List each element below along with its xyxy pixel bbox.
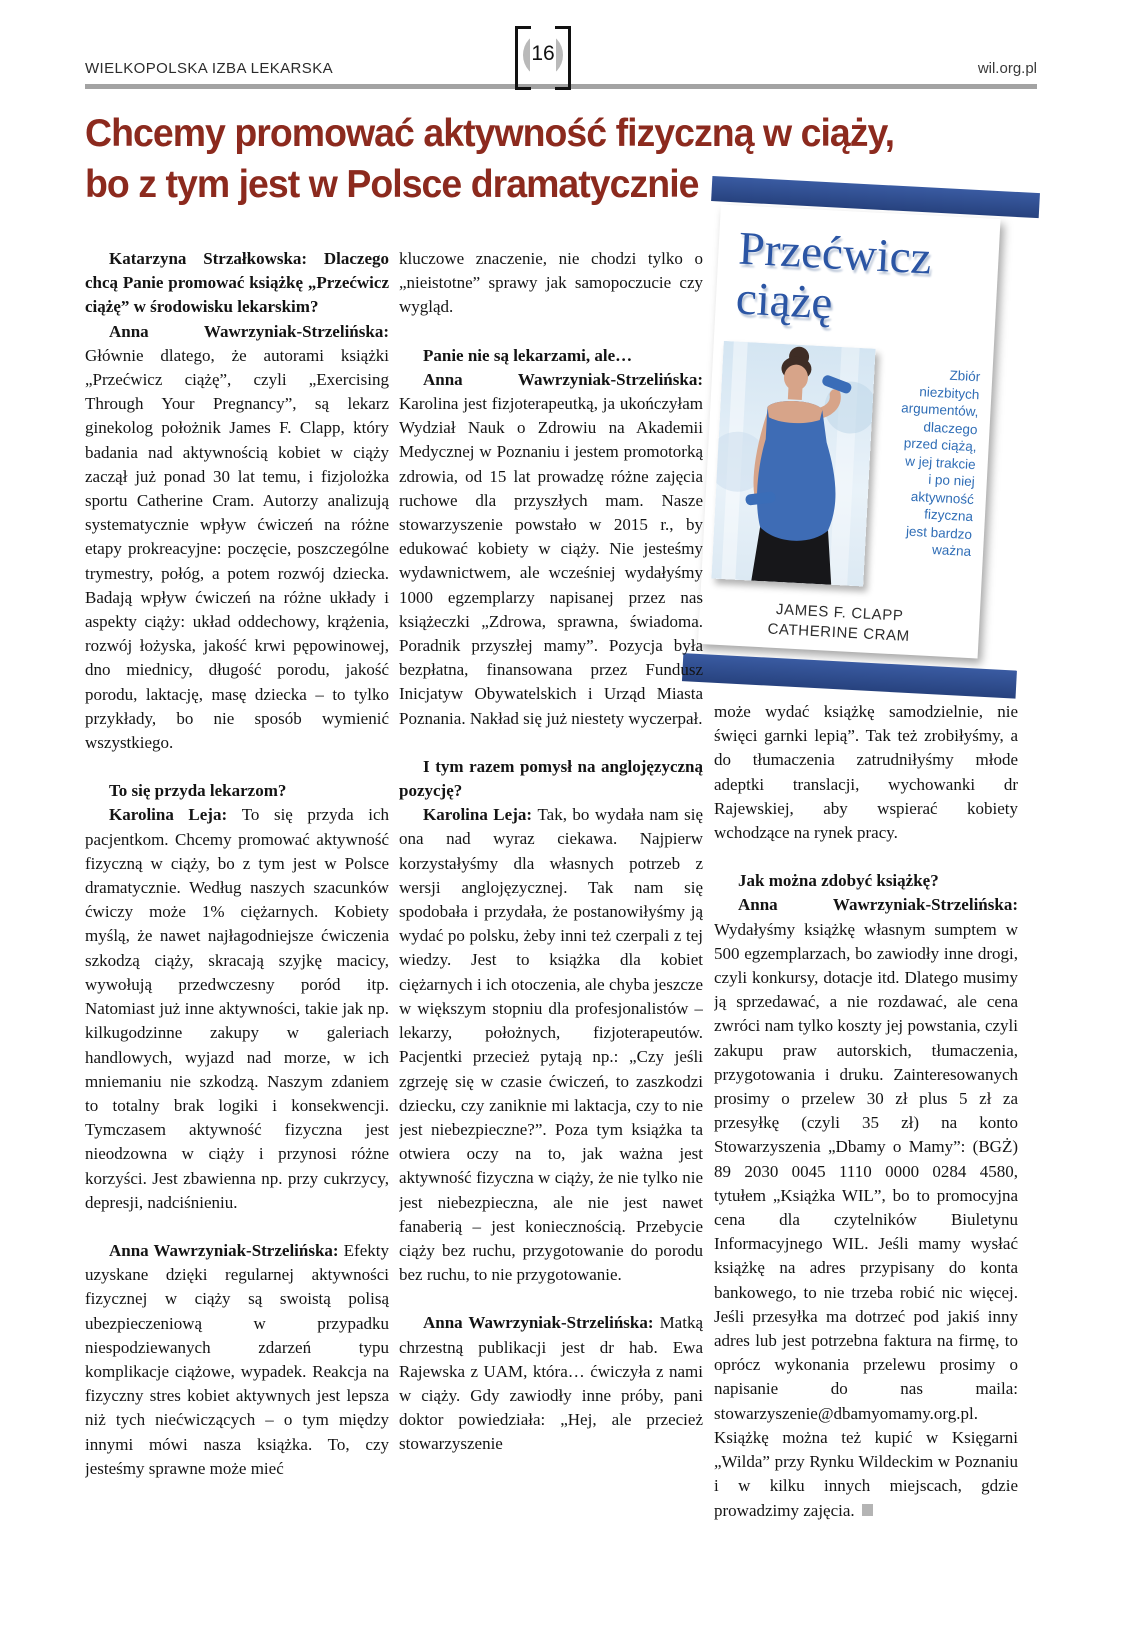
paragraph: może wydać książkę samodzielnie, nie święci garnki lepią”. Tak też zrobiłyśmy, a do tłumaczenia zatrudniłyśmy młode adeptki translacji, wychowanki dr Rajewskiej, aby wspierać kobiety wchodzące na rynek pracy. <box>714 702 1018 843</box>
book-cover <box>698 204 1001 658</box>
paragraph: Anna Wawrzyniak-Strzelińska: Karolina jest fizjoterapeutką, ja ukończyłam Wydział Nauk o Zdrowiu na Akademii Medycznej w Poznaniu i jestem promotorką zdrowia, od 15 lat prowadzę różne zajęcia ruchowe dla przyszłych mam. Nasze stowarzyszenie powstało w 2015 r., by edukować kobiety w ciąży. Nie jesteśmy wydawnictwem, ale wcześniej wydałyśmy 1000 egzemplarzy napisanej przez nas książeczki „Zdrowa, sprawna, świadoma. Poradnik przyszłej mamy”. Pozycja była bezpłatna, finansowana przez Fundusz Inicjatyw Obywatelskich i Urząd Miasta Poznania. Nakład się już niestety wyczerpał. <box>399 369 703 728</box>
text-column-2 <box>399 247 703 1535</box>
page-number-badge <box>515 26 571 84</box>
section-heading: Panie nie są lekarzami, ale… <box>423 345 633 365</box>
paragraph: Anna Wawrzyniak-Strzelińska: Głównie dlatego, że autorami książki „Przećwicz ciążę”, czyli „Exercising Through Your Pregnancy”, są lekarz ginekolog położnik James F. Clapp, który badania nad aktywnością kobiet w ciąży zaczął już ponad 30 lat temu, i fizjolożka sportu Catherine Cram. Autorzy analizują systematycznie wpływ ćwiczeń na różne etapy prokreacyjne: poczęcie, poszczególne trymestry, połóg, a potem rozwój dziecka. Badają wpływ ćwiczeń na różne układy i aspekty ciąży: układ oddechowy, krążenia, rozwój łożyska, jakość krwi pępowinowej, dno miednicy, długość porodu, jakość porodu, laktację, masę dziecka – to tylko przykłady, bo nie sposób wymienić wszystkiego. <box>85 321 389 753</box>
book-side-text: Zbiór niezbitych argumentów, dlaczego przed ciążą, w jej trakcie i po niej aktywność fizyczna jest bardzo ważna <box>900 367 981 560</box>
book-title-line2: ciążę <box>734 272 834 330</box>
book-title-line1: Przećwicz <box>737 222 933 285</box>
book-promo <box>672 171 1045 733</box>
masthead-left: WIELKOPOLSKA IZBA LEKARSKA <box>85 60 333 77</box>
paragraph: Karolina Leja: Tak, bo wydała nam się ona nad wyraz ciekawa. Najpierw korzystałyśmy dla własnych potrzeb z wersji anglojęzycznej. Tak nam się spodobała i przydała, że postanowiłyśmy ją wydać po polsku, żeby inni też czerpali z tej wiedzy. Jest to książka dla kobiet ciężarnych i ich otoczenia, ale chyba jeszcze w większym stopniu dla profesjonalistów – lekarzy, położnych, fizjoterapeutów. Pacjentki przecież pytają np.: „Czy jeśli zgrzeję się w czasie ćwiczeń, to zaszkodzi dziecku, czy zaniknie mi laktacja, czy to nie jest niebezpieczne?”. Poza tym książka ta otwiera oczy na to, jak ważna jest aktywność fizyczna w ciąży, że nie tylko nie jest niebezpieczna, ale nie jest nawet fanaberią – jest koniecznością. Przebycie ciąży bez ruchu, przygotowanie do porodu bez ruchu, to nie przygotowanie. <box>399 805 703 1285</box>
paragraph: Anna Wawrzyniak-Strzelińska: Efekty uzyskane dzięki regularnej aktywności fizycznej w ciąży są swoistą polisą ubezpieczeniową w przypadku niespodziewanych zdarzeń typu komplikacje ciążowe, wypadek. Reakcja na fizyczny stres kobiet aktywnych jest lepsza niż tych niećwiczących – o tym między innymi mówi nasza książka. To, czy jesteśmy sprawne może mieć <box>85 1240 389 1478</box>
paragraph: Anna Wawrzyniak-Strzelińska: Wydałyśmy książkę własnym sumptem w 500 egzemplarzach, bo zawiodły inne drogi, czyli konkursy, dotacje itd. Dlatego musimy ją sprzedawać, a nie rozdawać, ale cena zwróci nam tylko koszty jej powstania, czyli zakupu praw autorskich, tłumaczenia, przygotowania i druku. Zainteresowanych prosimy o przelew 30 zł plus 5 zł za przesyłkę (czyli 35 zł) na konto Stowarzyszenia „Dbamy o Mamy”: (BGŻ) 89 2030 0045 1110 0000 0284 4580, tytułem „Książka WIL”, bo to promocyjna cena dla czytelników Biuletynu Informacyjnego WIL. Jeśli mamy wysłać książkę na adres przypisany do konta bankowego, to nie trzeba robić nic więcej. Jeśli przesyłka ma dotrzeć pod jakiś inny adres lub jest potrzebna faktura na firmę, to oprócz wykonania przelewu prosimy o napisanie do nas maila: stowarzyszenie@dbamyomamy.org.pl. Książkę można też kupić w Księgarni „Wilda” przy Rynku Wildeckim w Poznaniu i w kilku innych miejscach, gdzie prowadzimy zajęcia. <box>714 895 1018 1520</box>
section-heading: Jak można zdobyć książkę? <box>738 871 939 891</box>
article-title-line1: Chcemy promować aktywność fizyczną w ciąży, <box>85 112 895 155</box>
article-title-line2: bo z tym jest w Polsce dramatycznie <box>85 163 699 206</box>
book-cover-title <box>735 224 933 334</box>
text-column-3 <box>714 700 1018 1536</box>
section-heading: To się przyda lekarzom? <box>109 781 287 801</box>
masthead-url: wil.org.pl <box>977 60 1037 77</box>
paragraph: Karolina Leja: To się przyda ich pacjentkom. Chcemy promować aktywność fizyczną w ciąży, bo z tym jest w Polsce dramatycznie. Według naszych szacunków ćwiczy może 1% ciężarnych. Kobiety myślą, że nawet najłagodniejsze ćwiczenia szkodzą ciąży, skracają szyjkę macicy, wywołują przedwczesny poród itp. Natomiast już inne aktywności, takie jak np. kilkugodzinne zakupy w galeriach handlowych, wyjazd nad morze, w ich mniemaniu nie szkodzą. Naszym zdaniem to totalny brak logiki i konsekwencji. Tymczasem aktywność fizyczna jest nieodzowna w ciąży i przynosi różne korzyści. Jest zbawienna np. przy cukrzycy, depresji, nadciśnieniu. <box>85 805 389 1212</box>
paragraph: kluczowe znaczenie, nie chodzi tylko o „nieistotne” sprawy jak samopoczucie czy wygląd. <box>399 249 703 317</box>
page-number: 16 <box>531 42 555 65</box>
paragraph: Anna Wawrzyniak-Strzelińska: Matką chrzestną publikacji jest dr hab. Ewa Rajewska z UAM, która… ćwiczyła z nami w ciąży. Gdy zawiodły inne próby, pani doktor powiedziała: „Hej, ale przecież stowarzyszenie <box>399 1313 703 1454</box>
book-authors: JAMES F. CLAPP CATHERINE CRAM <box>767 600 911 645</box>
paragraph: Katarzyna Strzałkowska: Dlaczego chcą Panie promować książkę „Przećwicz ciążę” w środowisku lekarskim? <box>85 249 389 317</box>
blue-band-bottom <box>682 653 1017 698</box>
article-end-mark <box>862 1504 873 1516</box>
pregnant-woman-photo <box>711 341 875 587</box>
section-heading: I tym razem pomysł na anglojęzyczną pozycję? <box>399 756 703 801</box>
text-column-1 <box>85 247 389 1535</box>
